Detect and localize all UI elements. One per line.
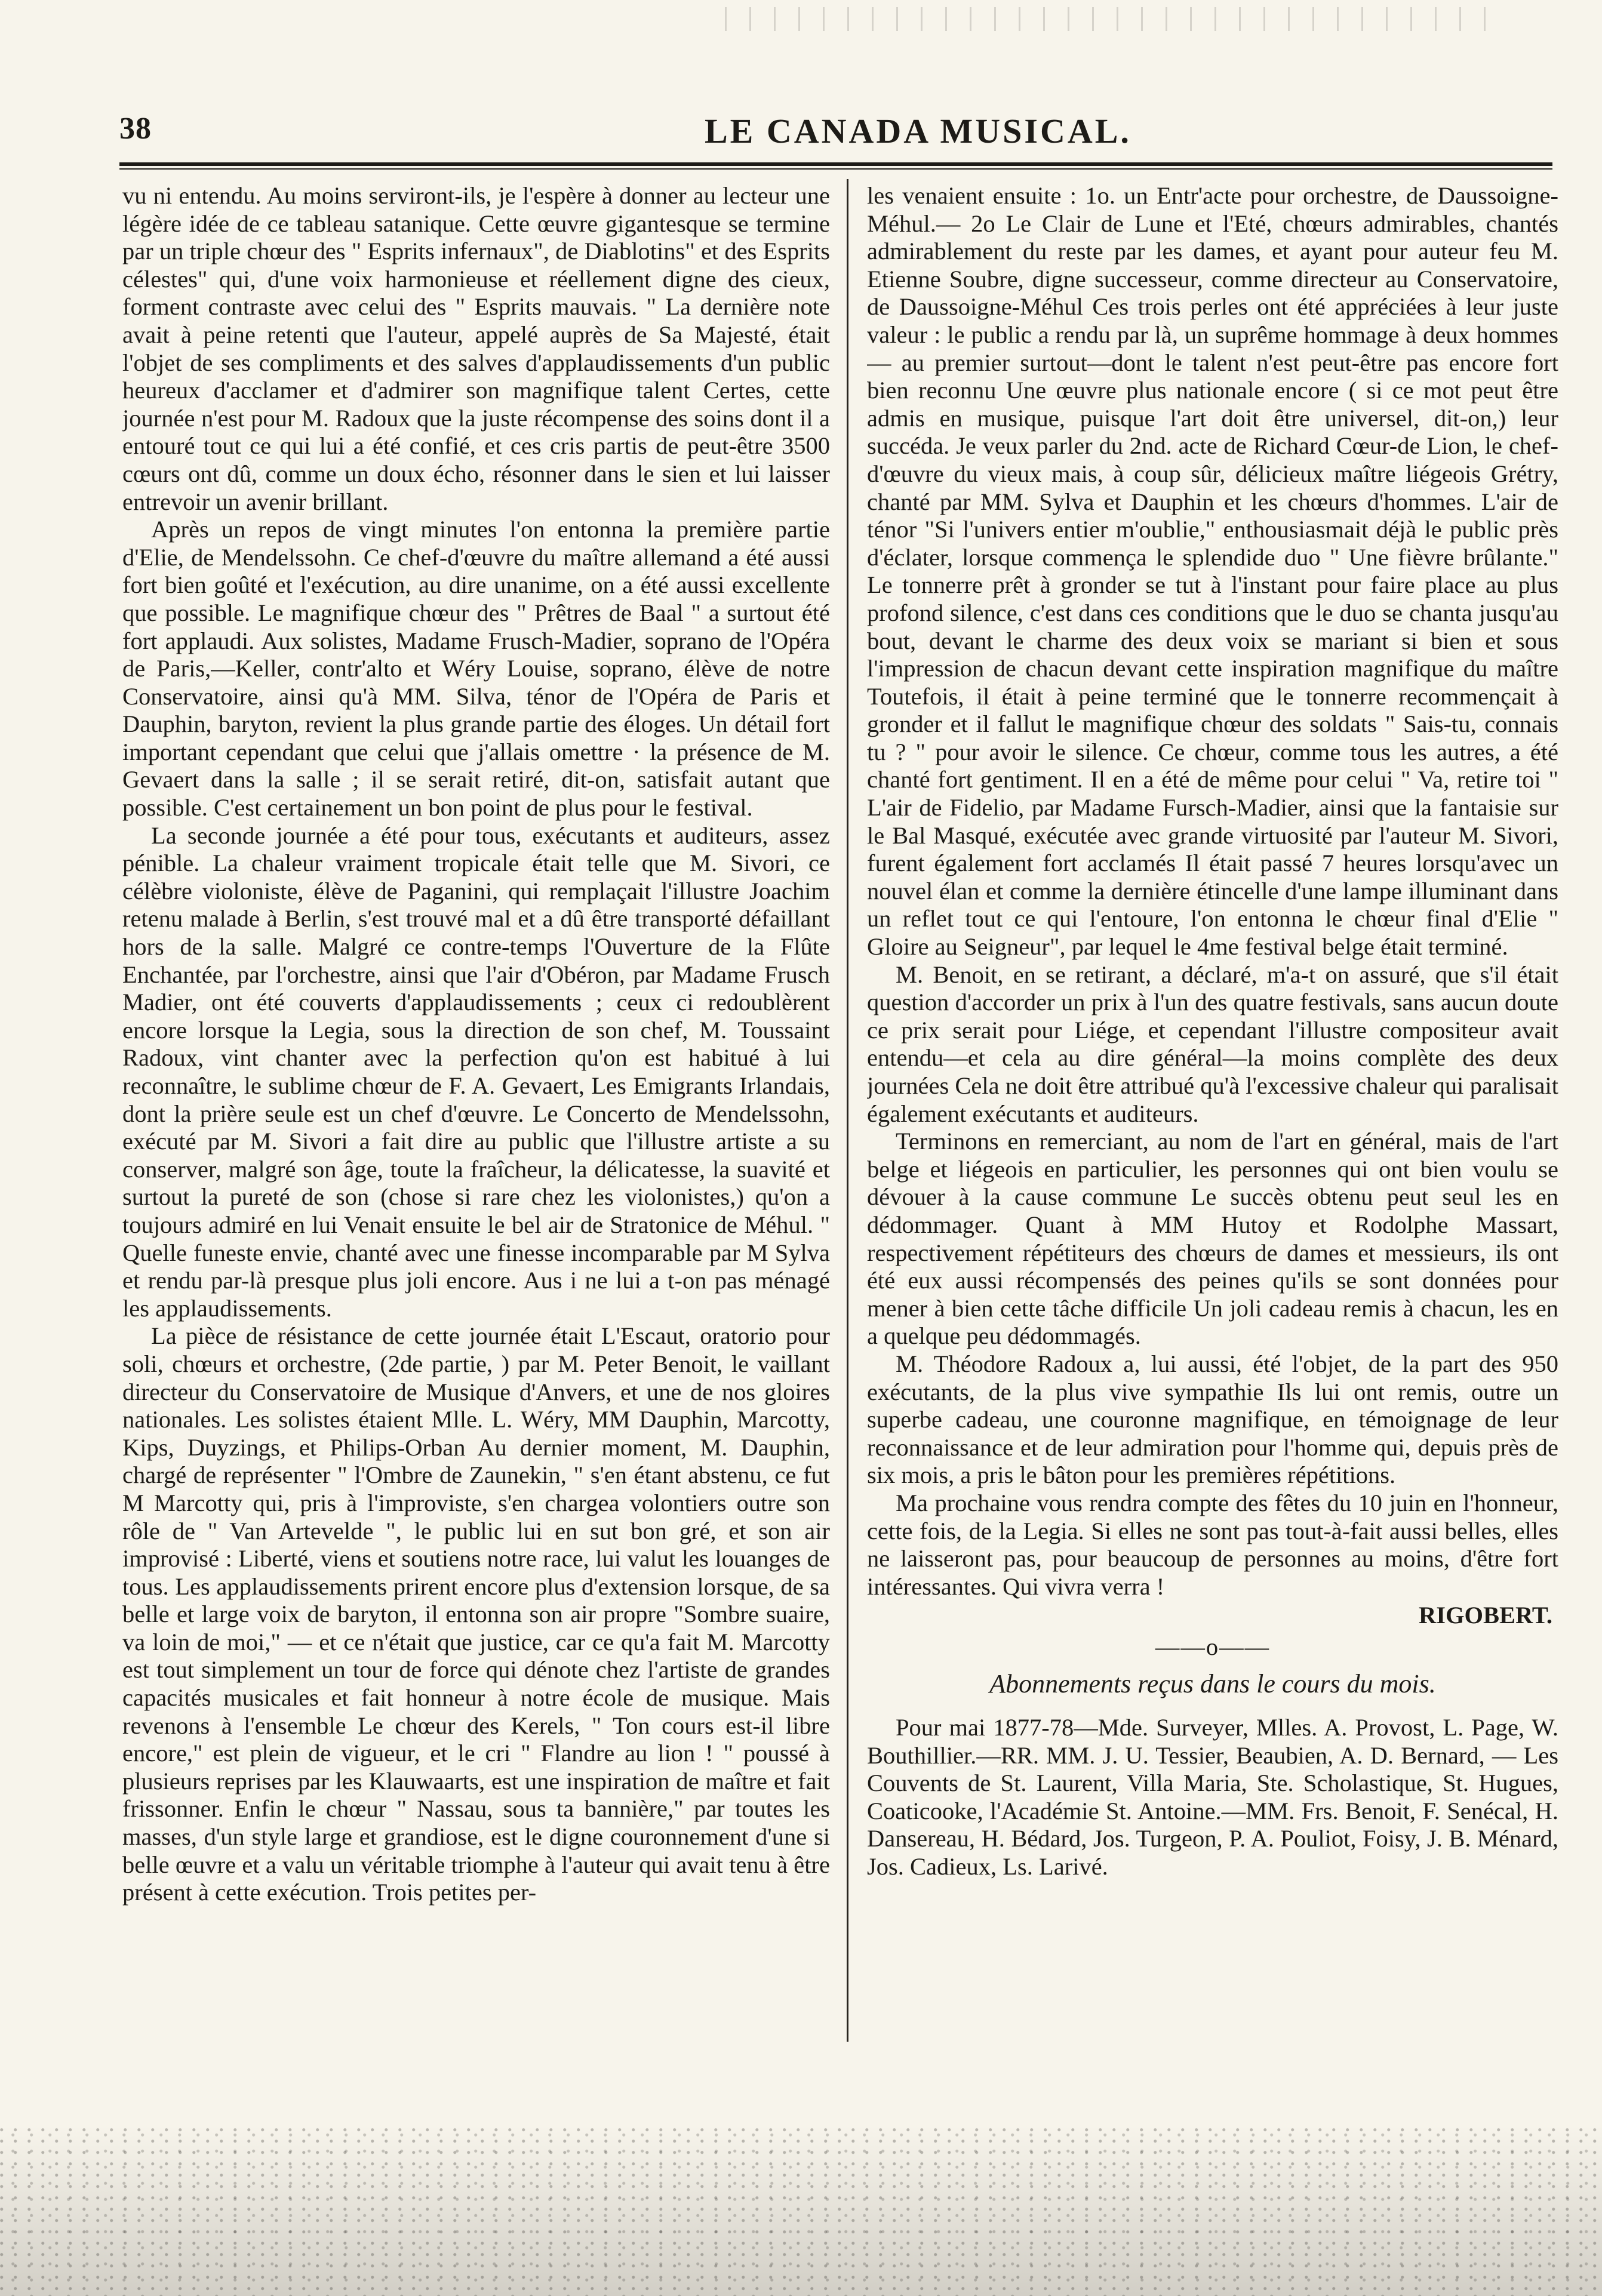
left-paragraph-1: vu ni entendu. Au moins serviront-ils, je l'espère à donner au lecteur une légère idée de ce tableau satanique. Cette œuvre gigantesque se termine par un triple chœur des " Esprits infernaux", de Diablotins" et des Esprits célestes" qui, d'une voix harmonieuse et réellement digne des cieux, forment contraste avec celui des " Esprits mauvais. " La dernière note avait à peine retenti que l'auteur, appelé auprès de Sa Majesté, était l'objet de ses compliments et des salves d'applaudissements d'un public heureux d'acclamer et d'admirer son magnifique talent Certes, cette journée n'est pour M. Radoux que la juste récompense des soins dont il a entouré tout ce qui lui a été confié, et ces cris partis de peut-être 3500 cœurs ont dû, comme un doux écho, résonner dans le sien et lui laisser entrevoir un avenir brillant. xyxy=(122,182,830,515)
right-paragraph-5: Ma prochaine vous rendra compte des fêtes du 10 juin en l'honneur, cette fois, de la Legia. Si elles ne sont pas tout-à-fait aussi belles, elles ne laisseront pas, pour beaucoup de personnes au moins, d'être fort intéressantes. Qui vivra verra ! xyxy=(867,1489,1558,1600)
print-noise-bottom xyxy=(0,2125,1602,2296)
header-rule-thin xyxy=(119,168,1552,170)
page-title: LE CANADA MUSICAL. xyxy=(705,112,1131,150)
left-column xyxy=(122,182,830,2116)
right-paragraph-4: M. Théodore Radoux a, lui aussi, été l'objet, de la part des 950 exécutants, de la plus vive sympathie Ils lui ont remis, outre un superbe cadeau, une couronne magnifique, en témoignage de leur reconnaissance et de leur admiration pour l'homme qui, depuis près de six mois, a pris le bâton pour les premières répétitions. xyxy=(867,1350,1558,1489)
section-separator: ——o—— xyxy=(1155,1633,1271,1660)
left-paragraph-2: Après un repos de vingt minutes l'on entonna la première partie d'Elie, de Mendelssohn. Ce chef-d'œuvre du maître allemand a été aussi fort bien goûté et l'exécution, au dire unanime, on a été aussi excellente que possible. Le magnifique chœur des " Prêtres de Baal " a surtout été fort applaudi. Aux solistes, Madame Frusch-Madier, soprano de l'Opéra de Paris,—Keller, contr'alto et Wéry Louise, soprano, élève de notre Conservatoire, ainsi qu'à MM. Silva, ténor de l'Opéra de Paris et Dauphin, baryton, revient la plus grande partie des éloges. Un détail fort important cependant que celui que j'allais omettre · la présence de M. Gevaert dans la salle ; il se serait retiré, dit-on, satisfait autant que possible. C'est certainement un bon point de plus pour le festival. xyxy=(122,516,830,821)
right-column xyxy=(867,182,1558,2116)
subscriptions-title: Abonnements reçus dans le cours du mois. xyxy=(989,1669,1436,1699)
signature: RIGOBERT. xyxy=(1419,1602,1552,1629)
subscriptions-text: Pour mai 1877-78—Mde. Surveyer, Mlles. A. Provost, L. Page, W. Bouthillier.—RR. MM. J. U. Tessier, Beaubien, A. D. Bernard, — Les Couvents de St. Laurent, Villa Maria, Ste. Scholastique, St. Hugues, Coaticooke, l'Académie St. Antoine.—MM. Frs. Benoit, F. Senécal, H. Dansereau, H. Bédard, Jos. Turgeon, P. A. Pouliot, Foisy, J. B. Ménard, Jos. Cadieux, Ls. Larivé. xyxy=(867,1714,1558,1880)
left-paragraph-4: La pièce de résistance de cette journée était L'Escaut, oratorio pour soli, chœurs et orchestre, (2de partie, ) par M. Peter Benoit, le vaillant directeur du Conservatoire de Musique d'Anvers, et une de nos gloires nationales. Les solistes étaient Mlle. L. Wéry, MM Dauphin, Marcotty, Kips, Duyzings, et Philips-Orban Au dernier moment, M. Dauphin, chargé de représenter " l'Ombre de Zaunekin, " s'en étant abstenu, ce fut M Marcotty qui, pris à l'improviste, s'en chargea volontiers outre son rôle de " Van Artevelde ", le public lui en sut bon gré, et son air improvisé : Liberté, viens et soutiens notre race, lui valut les louanges de tous. Les applaudissements prirent encore plus d'extension lorsque, de sa belle et large voix de baryton, il entonna son air propre "Sombre suaire, va loin de moi," — et ce n'était que justice, car ce qu'a fait M. Marcotty est tout simplement un tour de force qui dénote chez l'artiste de grandes capacités musicales et fait honneur à notre école de musique. Mais revenons à l'ensemble Le chœur des Kerels, " Ton cours est-il libre encore," est plein de vigueur, et le cri " Flandre au lion ! " poussé à plusieurs reprises par les Klauwaarts, est une inspiration de maître et fait frissonner. Enfin le chœur " Nassau, sous ta bannière," par toutes les masses, d'un style large et grandiose, est le digne couronnement d'une si belle œuvre et a valu un véritable triomphe à l'auteur qui avait tenu à être présent à cette exécution. Trois petites per- xyxy=(122,1322,830,1906)
column-divider xyxy=(847,179,848,2042)
right-paragraph-2: M. Benoit, en se retirant, a déclaré, m'a-t on assuré, que s'il était question d'accorder un prix à l'un des quatre festivals, sans aucun doute ce prix serait pour Liége, et cependant l'illustre compositeur avait entendu—et cela au dire général—la moins complète des deux journées Cela ne doit être attribué qu'à l'excessive chaleur qui paralisait également exécutants et auditeurs. xyxy=(867,961,1558,1127)
right-paragraph-1: les venaient ensuite : 1o. un Entr'acte pour orchestre, de Daussoigne-Méhul.— 2o Le Clair de Lune et l'Eté, chœurs admirables, chantés admirablement du reste par les dames, et ayant pour auteur feu M. Etienne Soubre, digne successeur, comme directeur au Conservatoire, de Daussoigne-Méhul Ces trois perles ont été appréciées à leur juste valeur : le public a rendu par là, un suprême hommage à deux hommes — au premier surtout—dont le talent n'est peut-être pas encore fort bien reconnu Une œuvre plus nationale encore ( si ce mot peut être admis en musique, puisque l'art doit être universel, dit-on,) leur succéda. Je veux parler du 2nd. acte de Richard Cœur-de Lion, le chef-d'œuvre du vieux mais, à coup sûr, délicieux maître liégeois Grétry, chanté par MM. Sylva et Dauphin et les chœurs d'hommes. L'air de ténor "Si l'univers entier m'oublie," enthousiasmait déjà le public près d'éclater, lorsque commença le splendide duo " Une fièvre brûlante." Le tonnerre prêt à gronder se tut à l'instant pour faire place au plus profond silence, c'est dans ces conditions que le duo se chanta jusqu'au bout, devant le charme des deux voix se mariant si bien et sous l'impression de chacun devant cette inspiration magnifique du maître Toutefois, il était à peine terminé que le tonnerre recommençait à gronder et il fallut le magnifique chœur des soldats " Sais-tu, connais tu ? " pour avoir le silence. Ce chœur, comme tous les autres, a été chanté fort gentiment. Il en a été de même pour celui " Va, retire toi " L'air de Fidelio, par Madame Fursch-Madier, ainsi que la fantaisie sur le Bal Masqué, exécutée avec grande virtuosité par l'auteur M. Sivori, furent également fort acclamés Il était passé 7 heures lorsqu'avec un nouvel élan et comme la dernière étincelle d'une lampe illuminant dans un reflet tout ce qui l'entoure, l'on entonna le chœur final d'Elie " Gloire au Seigneur", par lequel le 4me festival belge était terminé. xyxy=(867,182,1558,961)
page-number: 38 xyxy=(119,112,152,146)
left-paragraph-3: La seconde journée a été pour tous, exécutants et auditeurs, assez pénible. La chaleur vraiment tropicale était telle que M. Sivori, ce célèbre violoniste, élève de Paganini, qui remplaçait l'illustre Joachim retenu malade à Berlin, s'est trouvé mal et a dû être transporté défaillant hors de la salle. Malgré ce contre-temps l'Ouverture de la Flûte Enchantée, par l'orchestre, ainsi que l'air d'Obéron, par Madame Frusch Madier, ont été couverts d'applaudissements ; ceux ci redoublèrent encore lorsque la Legia, sous la direction de son chef, M. Toussaint Radoux, vint chanter avec la perfection qu'on est habitué à lui reconnaître, le sublime chœur de F. A. Gevaert, Les Emigrants Irlandais, dont la prière seule est un chef d'œuvre. Le Concerto de Mendelssohn, exécuté par M. Sivori a fait dire au public que l'illustre artiste a su conserver, malgré son âge, toute la fraîcheur, la délicatesse, la suavité et surtout la pureté de son (chose si rare chez les violonistes,) qu'on a toujours admiré en lui Venait ensuite le bel air de Stratonice de Méhul. " Quelle funeste envie, chanté avec une finesse incomparable par M Sylva et rendu par-là presque plus joli encore. Aus i ne lui a t-on pas ménagé les applaudissements. xyxy=(122,821,830,1322)
header-rule xyxy=(119,162,1552,166)
right-paragraph-3: Terminons en remerciant, au nom de l'art en général, mais de l'art belge et liégeois en particulier, les personnes qui ont bien voulu se dévouer à la cause commune Le succès obtenu peut seul les en dédommager. Quant à MM Hutoy et Rodolphe Massart, respectivement répétiteurs des chœurs de dames et messieurs, ils ont été eux aussi récompensés des peines qu'ils se sont données pour mener à bien cette tâche difficile Un joli cadeau remis à chacun, les en a quelque peu dédommagés. xyxy=(867,1128,1558,1350)
print-noise-top xyxy=(717,7,1493,31)
